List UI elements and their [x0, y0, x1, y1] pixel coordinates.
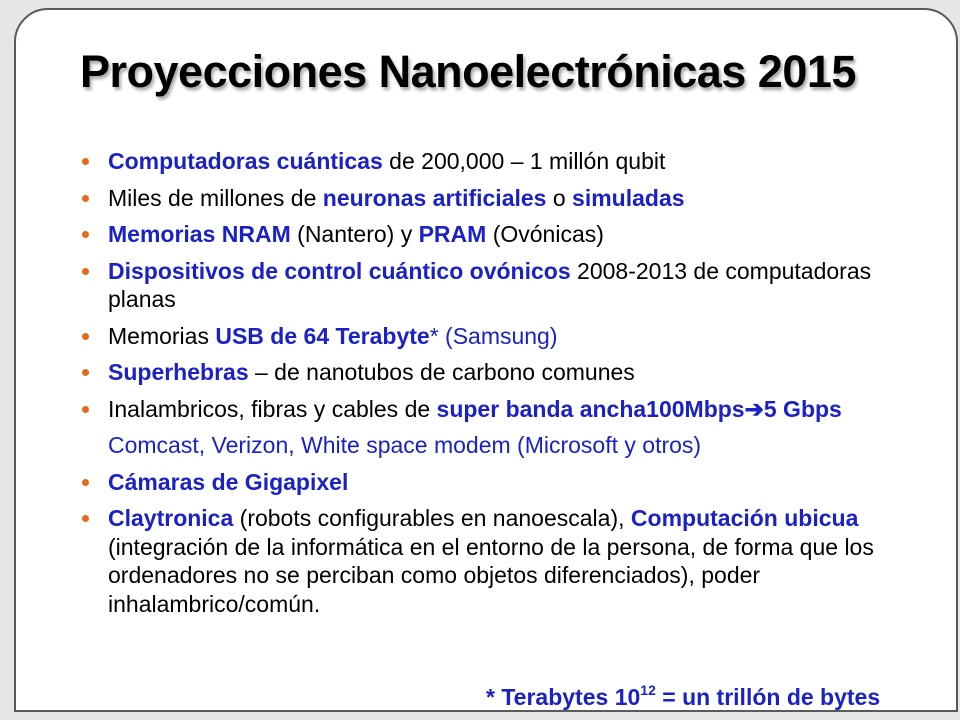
bullet-list — [78, 147, 938, 626]
item-text: * (Samsung) — [429, 322, 558, 349]
item-text: (Ovónicas) — [486, 221, 604, 247]
highlight-text: Memorias NRAM — [108, 221, 291, 247]
list-item — [78, 395, 938, 424]
list-item — [78, 147, 938, 176]
item-text: de 200,000 – 1 millón qubit — [382, 148, 666, 174]
item-text: Miles de millones de — [108, 184, 323, 211]
item-text: Inalambricos, fibras y cables de — [108, 395, 437, 422]
footnote-text: = un trillón de bytes — [655, 684, 881, 710]
slide — [14, 8, 958, 712]
list-item — [78, 468, 938, 497]
item-text: o — [546, 184, 573, 211]
list-item — [78, 322, 938, 351]
item-text: 2008-2013 de computadoras planas — [108, 257, 872, 312]
bullet-icon — [82, 406, 89, 413]
list-item — [78, 220, 938, 249]
highlight-text: neuronas artificiales — [322, 184, 547, 211]
item-text: Memorias — [108, 322, 216, 349]
list-item — [78, 184, 938, 213]
highlight-text: 5 Gbps — [763, 395, 842, 422]
item-text: (robots configurables en nanoescala), — [233, 505, 631, 531]
arrow-icon: ➔ — [744, 395, 764, 422]
bullet-icon — [82, 195, 89, 202]
item-text: Comcast, Verizon, White space modem (Microsoft y otros) — [108, 432, 702, 458]
highlight-text: USB de 64 Terabyte — [215, 322, 430, 349]
highlight-text: Computación ubicua — [630, 505, 859, 531]
bullet-icon — [82, 369, 89, 376]
highlight-text: simuladas — [572, 184, 685, 211]
item-text: – de nanotubos de carbono comunes — [248, 359, 635, 385]
highlight-text: PRAM — [418, 221, 487, 247]
highlight-text: Superhebras — [108, 359, 249, 385]
list-subitem — [78, 431, 938, 460]
bullet-icon — [82, 479, 89, 486]
bullet-icon — [82, 515, 89, 522]
highlight-text: Computadoras cuánticas — [108, 148, 383, 174]
bullet-icon — [82, 268, 89, 275]
slide-title: Proyecciones Nanoelectrónicas 2015 — [80, 46, 856, 97]
list-item — [78, 257, 938, 314]
bullet-icon — [82, 158, 89, 165]
bullet-icon — [82, 231, 89, 238]
highlight-text: Cámaras de Gigapixel — [108, 468, 349, 495]
highlight-text: Dispositivos de control cuántico ovónicos — [108, 257, 571, 284]
item-text: (integración de la informática en el entorno de la persona, de forma que los ordenadores no se perciban como objetos diferenciados), poder inhalambrico/común. — [108, 533, 874, 617]
list-item — [78, 358, 938, 387]
footnote — [486, 682, 880, 711]
list-item — [78, 504, 938, 618]
footnote-exponent: 12 — [640, 682, 656, 698]
highlight-text: Claytronica — [108, 505, 234, 531]
highlight-text: super banda ancha100Mbps — [436, 395, 745, 422]
bullet-icon — [82, 333, 89, 340]
footnote-text: * Terabytes 10 — [486, 684, 641, 710]
item-text: (Nantero) y — [290, 221, 419, 247]
